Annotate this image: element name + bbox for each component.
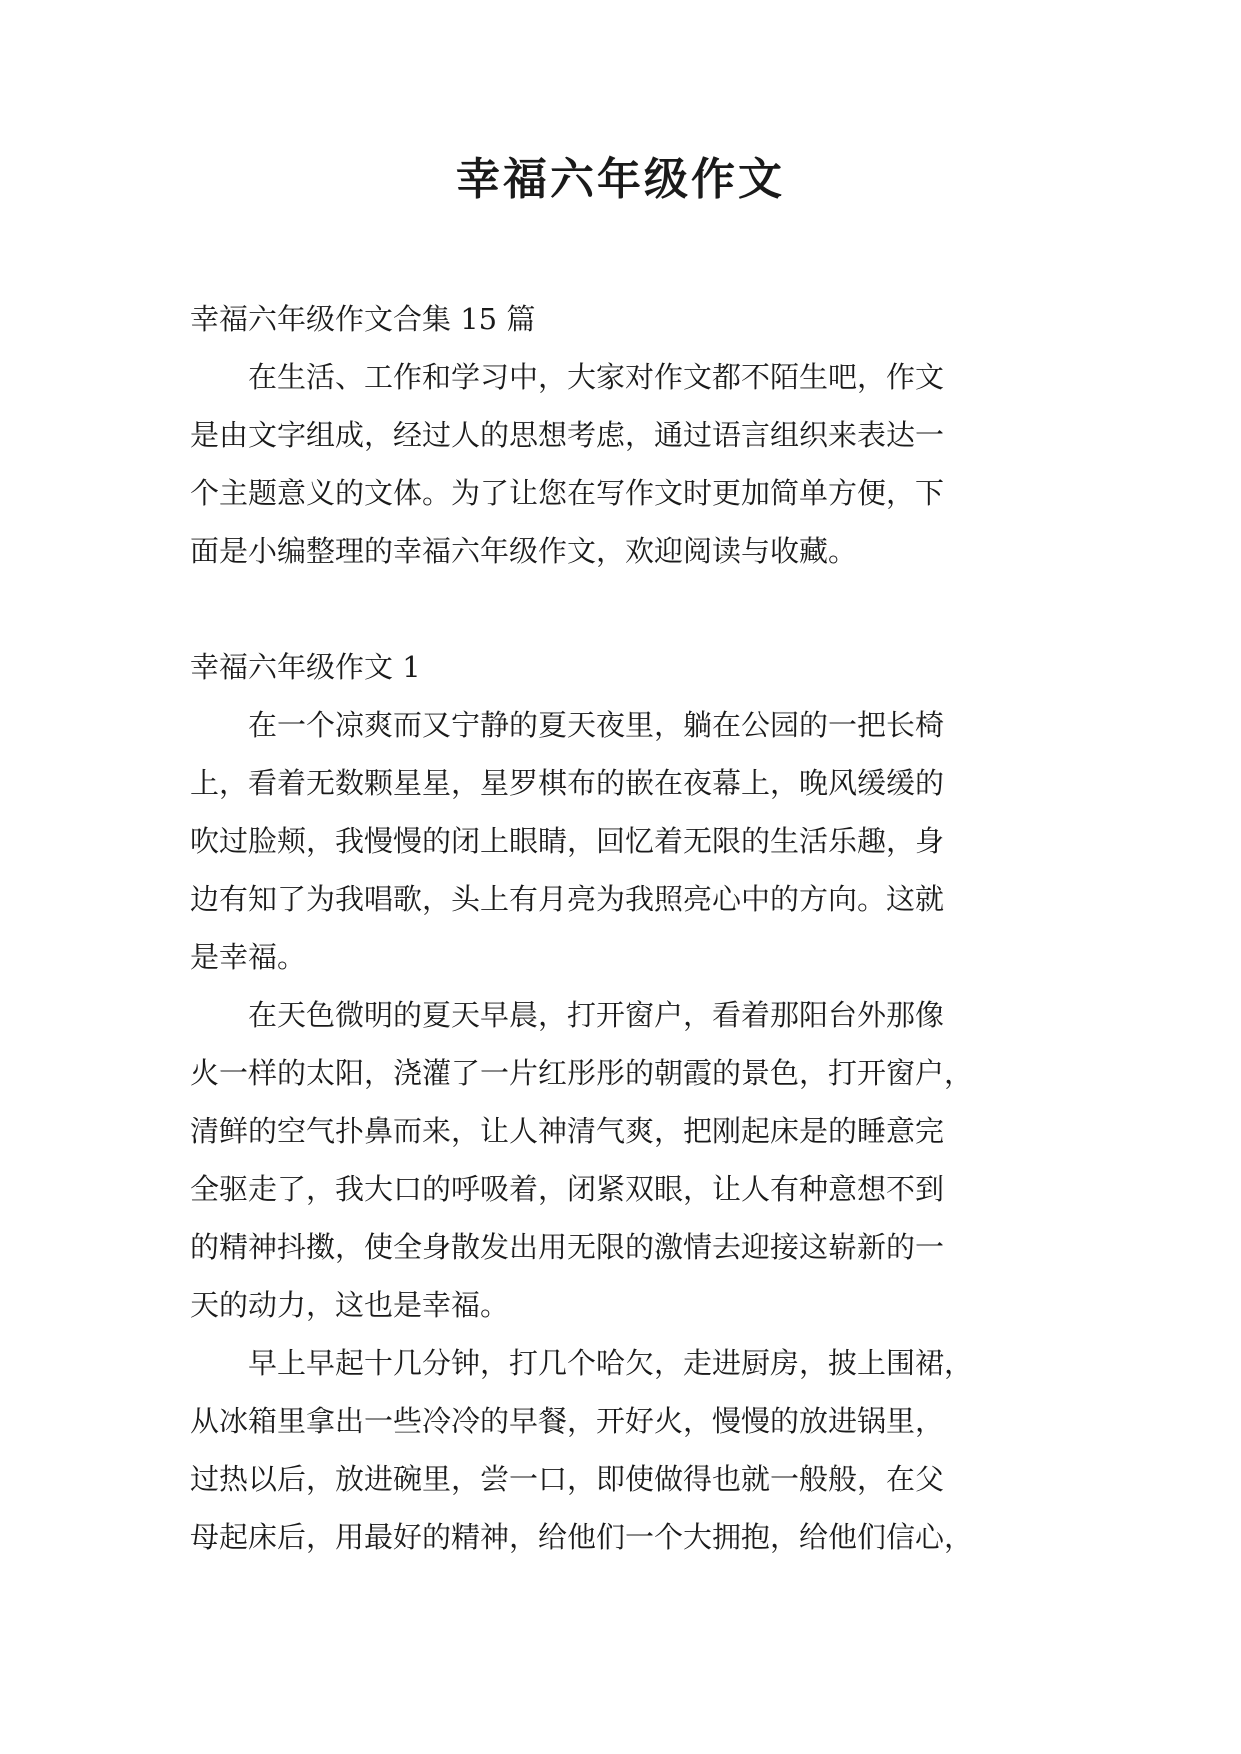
text-line: 在天色微明的夏天早晨，打开窗户，看着那阳台外那像: [190, 998, 945, 1032]
text-line: 边有知了为我唱歌，头上有月亮为我照亮心中的方向。这就: [190, 882, 945, 916]
text-line: 从冰箱里拿出一些冷冷的早餐，开好火，慢慢的放进锅里，: [190, 1404, 945, 1438]
text-line: 母起床后，用最好的精神，给他们一个大拥抱，给他们信心，: [190, 1520, 974, 1554]
document-body: [190, 290, 1055, 1566]
text-line: 个主题意义的文体。为了让您在写作文时更加简单方便，下: [190, 476, 945, 510]
text-line: 全驱走了，我大口的呼吸着，闭紧双眼，让人有种意想不到: [190, 1172, 945, 1206]
text-line: 在一个凉爽而又宁静的夏天夜里，躺在公园的一把长椅: [190, 708, 945, 742]
text-line: 过热以后，放进碗里，尝一口，即使做得也就一般般，在父: [190, 1462, 945, 1496]
intro-paragraph: [190, 348, 1055, 580]
paragraph-2: [190, 986, 1055, 1334]
text-line: 是由文字组成，经过人的思想考虑，通过语言组织来表达一: [190, 418, 945, 452]
paragraph-1: [190, 696, 1055, 986]
paragraph-3: [190, 1334, 1055, 1566]
text-line: 上，看着无数颗星星，星罗棋布的嵌在夜幕上，晚风缓缓的: [190, 766, 945, 800]
collection-subtitle: 幸福六年级作文合集 15 篇: [190, 302, 536, 336]
text-line: 在生活、工作和学习中，大家对作文都不陌生吧，作文: [190, 360, 945, 394]
paragraph-gap: [190, 580, 1055, 638]
text-line: 吹过脸颊，我慢慢的闭上眼睛，回忆着无限的生活乐趣，身: [190, 824, 945, 858]
text-line: 清鲜的空气扑鼻而来，让人神清气爽，把刚起床是的睡意完: [190, 1114, 945, 1148]
document-title: 幸福六年级作文: [456, 154, 785, 205]
text-line: 早上早起十几分钟，打几个哈欠，走进厨房，披上围裙，: [190, 1346, 974, 1380]
text-line: 是幸福。: [190, 940, 307, 974]
text-line: 面是小编整理的幸福六年级作文，欢迎阅读与收藏。: [190, 534, 858, 568]
text-line: 的精神抖擞，使全身散发出用无限的激情去迎接这崭新的一: [190, 1230, 945, 1264]
text-line: 天的动力，这也是幸福。: [190, 1288, 510, 1322]
section-heading: 幸福六年级作文 1: [190, 650, 421, 684]
text-line: 火一样的太阳，浇灌了一片红彤彤的朝霞的景色，打开窗户，: [190, 1056, 974, 1090]
